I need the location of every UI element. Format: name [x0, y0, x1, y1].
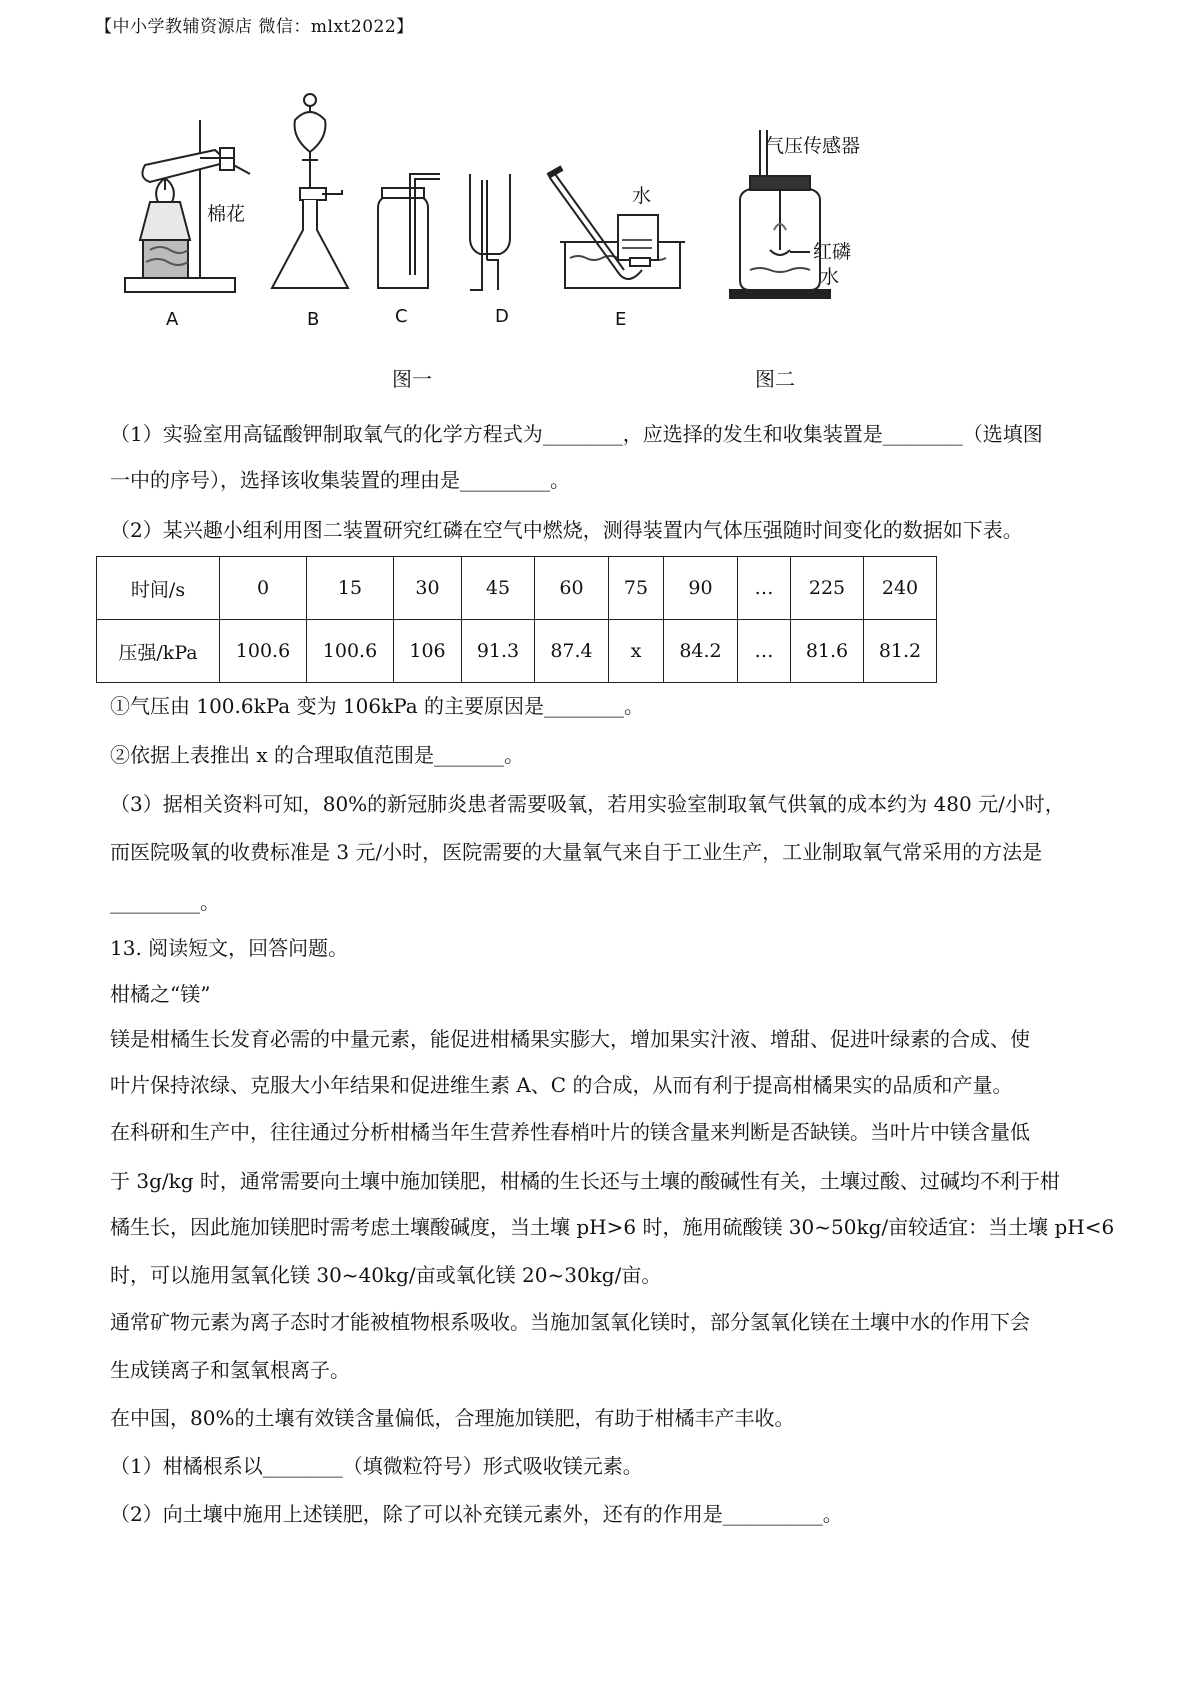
apparatus-d: [470, 174, 510, 290]
q2-sub2: ②依据上表推出 x 的合理取值范围是_______。: [110, 743, 524, 767]
q13-subq2: （2）向土壤中施用上述镁肥，除了可以补充镁元素外，还有的作用是__________。: [110, 1502, 843, 1526]
table-cell: 75: [609, 557, 664, 620]
apparatus-c: [378, 174, 440, 288]
q13-p2-line2: 于 3g/kg 时，通常需要向土壤中施加镁肥，柑橘的生长还与土壤的酸碱性有关，土壤过酸、过碱均不利于柑: [110, 1169, 1060, 1193]
apparatus-e: [548, 168, 685, 288]
table-cell: 81.2: [864, 620, 937, 683]
svg-text:水: 水: [632, 185, 652, 207]
table-cell: 压强/kPa: [97, 620, 220, 683]
q2-sub1: ①气压由 100.6kPa 变为 106kPa 的主要原因是________。: [110, 694, 645, 718]
q2-intro: （2）某兴趣小组利用图二装置研究红磷在空气中燃烧，测得装置内气体压强随时间变化的数据如下表。: [110, 518, 1023, 542]
caption-figure-one: 图一: [392, 367, 432, 391]
table-cell: 240: [864, 557, 937, 620]
table-cell: …: [738, 557, 791, 620]
label-water-fig2: 水: [820, 266, 840, 288]
table-cell: 90: [664, 557, 738, 620]
table-cell: 100.6: [307, 620, 394, 683]
table-cell: …: [738, 620, 791, 683]
table-cell: 15: [307, 557, 394, 620]
table-cell: 60: [535, 557, 609, 620]
table-cell: 91.3: [462, 620, 535, 683]
q13-p2-line4: 时，可以施用氢氧化镁 30~40kg/亩或氧化镁 20~30kg/亩。: [110, 1263, 662, 1287]
table-cell: 45: [462, 557, 535, 620]
table-cell: 时间/s: [97, 557, 220, 620]
table-cell: 81.6: [791, 620, 864, 683]
label-a: A: [166, 309, 179, 330]
label-c: C: [395, 306, 408, 327]
apparatus-diagram: [110, 90, 960, 400]
q3-line1: （3）据相关资料可知，80%的新冠肺炎患者需要吸氧，若用实验室制取氧气供氧的成本约为 480 元/小时，: [110, 792, 1065, 816]
q1-line2: 一中的序号），选择该收集装置的理由是_________。: [110, 468, 570, 492]
q13-p3-line1: 通常矿物元素为离子态时才能被植物根系吸收。当施加氢氧化镁时，部分氢氧化镁在土壤中水的作用下会: [110, 1310, 1030, 1334]
table-cell: 100.6: [220, 620, 307, 683]
label-e: E: [615, 309, 627, 330]
q3-line2: 而医院吸氧的收费标准是 3 元/小时，医院需要的大量氧气来自于工业生产，工业制取氧气常采用的方法是: [110, 840, 1043, 864]
q13-p2-line3: 橘生长，因此施加镁肥时需考虑土壤酸碱度，当土壤 pH>6 时，施用硫酸镁 30~50kg/亩较适宜：当土壤 pH<6: [110, 1215, 1115, 1239]
apparatus-b: [272, 94, 348, 288]
label-cotton: 棉花: [207, 203, 246, 225]
table-cell: 106: [394, 620, 462, 683]
table-row-time: [97, 557, 937, 620]
label-b: B: [307, 309, 320, 330]
table-row-pressure: [97, 620, 937, 683]
q13-p4: 在中国，80%的土壤有效镁含量偏低，合理施加镁肥，有助于柑橘丰产丰收。: [110, 1406, 795, 1430]
label-red-phosphorus: 红磷: [813, 241, 852, 263]
page-header: 【中小学教辅资源店 微信：mlxt2022】: [95, 17, 414, 37]
q13-p3-line2: 生成镁离子和氢氧根离子。: [110, 1358, 350, 1382]
q13-p1-line2: 叶片保持浓绿、克服大小年结果和促进维生素 A、C 的合成，从而有利于提高柑橘果实的品质和产量。: [110, 1073, 1013, 1097]
table-cell: 30: [394, 557, 462, 620]
pressure-time-table: [96, 556, 937, 683]
q13-subq1: （1）柑橘根系以________（填微粒符号）形式吸收镁元素。: [110, 1454, 643, 1478]
q13-title: 柑橘之“镁”: [110, 982, 211, 1006]
apparatus-figure: [110, 90, 960, 400]
label-pressure-sensor: 气压传感器: [765, 135, 861, 157]
q13-p2-line1: 在科研和生产中，往往通过分析柑橘当年生营养性春梢叶片的镁含量来判断是否缺镁。当叶片中镁含量低: [110, 1120, 1030, 1144]
table-cell: 84.2: [664, 620, 738, 683]
table-cell: x: [609, 620, 664, 683]
q13-p1-line1: 镁是柑橘生长发育必需的中量元素，能促进柑橘果实膨大，增加果实汁液、增甜、促进叶绿素的合成、使: [110, 1027, 1030, 1051]
label-d: D: [495, 306, 509, 327]
q13-heading: 13. 阅读短文，回答问题。: [110, 936, 349, 960]
q1-line1: （1）实验室用高锰酸钾制取氧气的化学方程式为________，应选择的发生和收集装置是________（选填图: [110, 422, 1043, 446]
q3-line3: _________。: [110, 890, 220, 914]
table-cell: 0: [220, 557, 307, 620]
table-cell: 87.4: [535, 620, 609, 683]
caption-figure-two: 图二: [755, 367, 795, 391]
table-cell: 225: [791, 557, 864, 620]
